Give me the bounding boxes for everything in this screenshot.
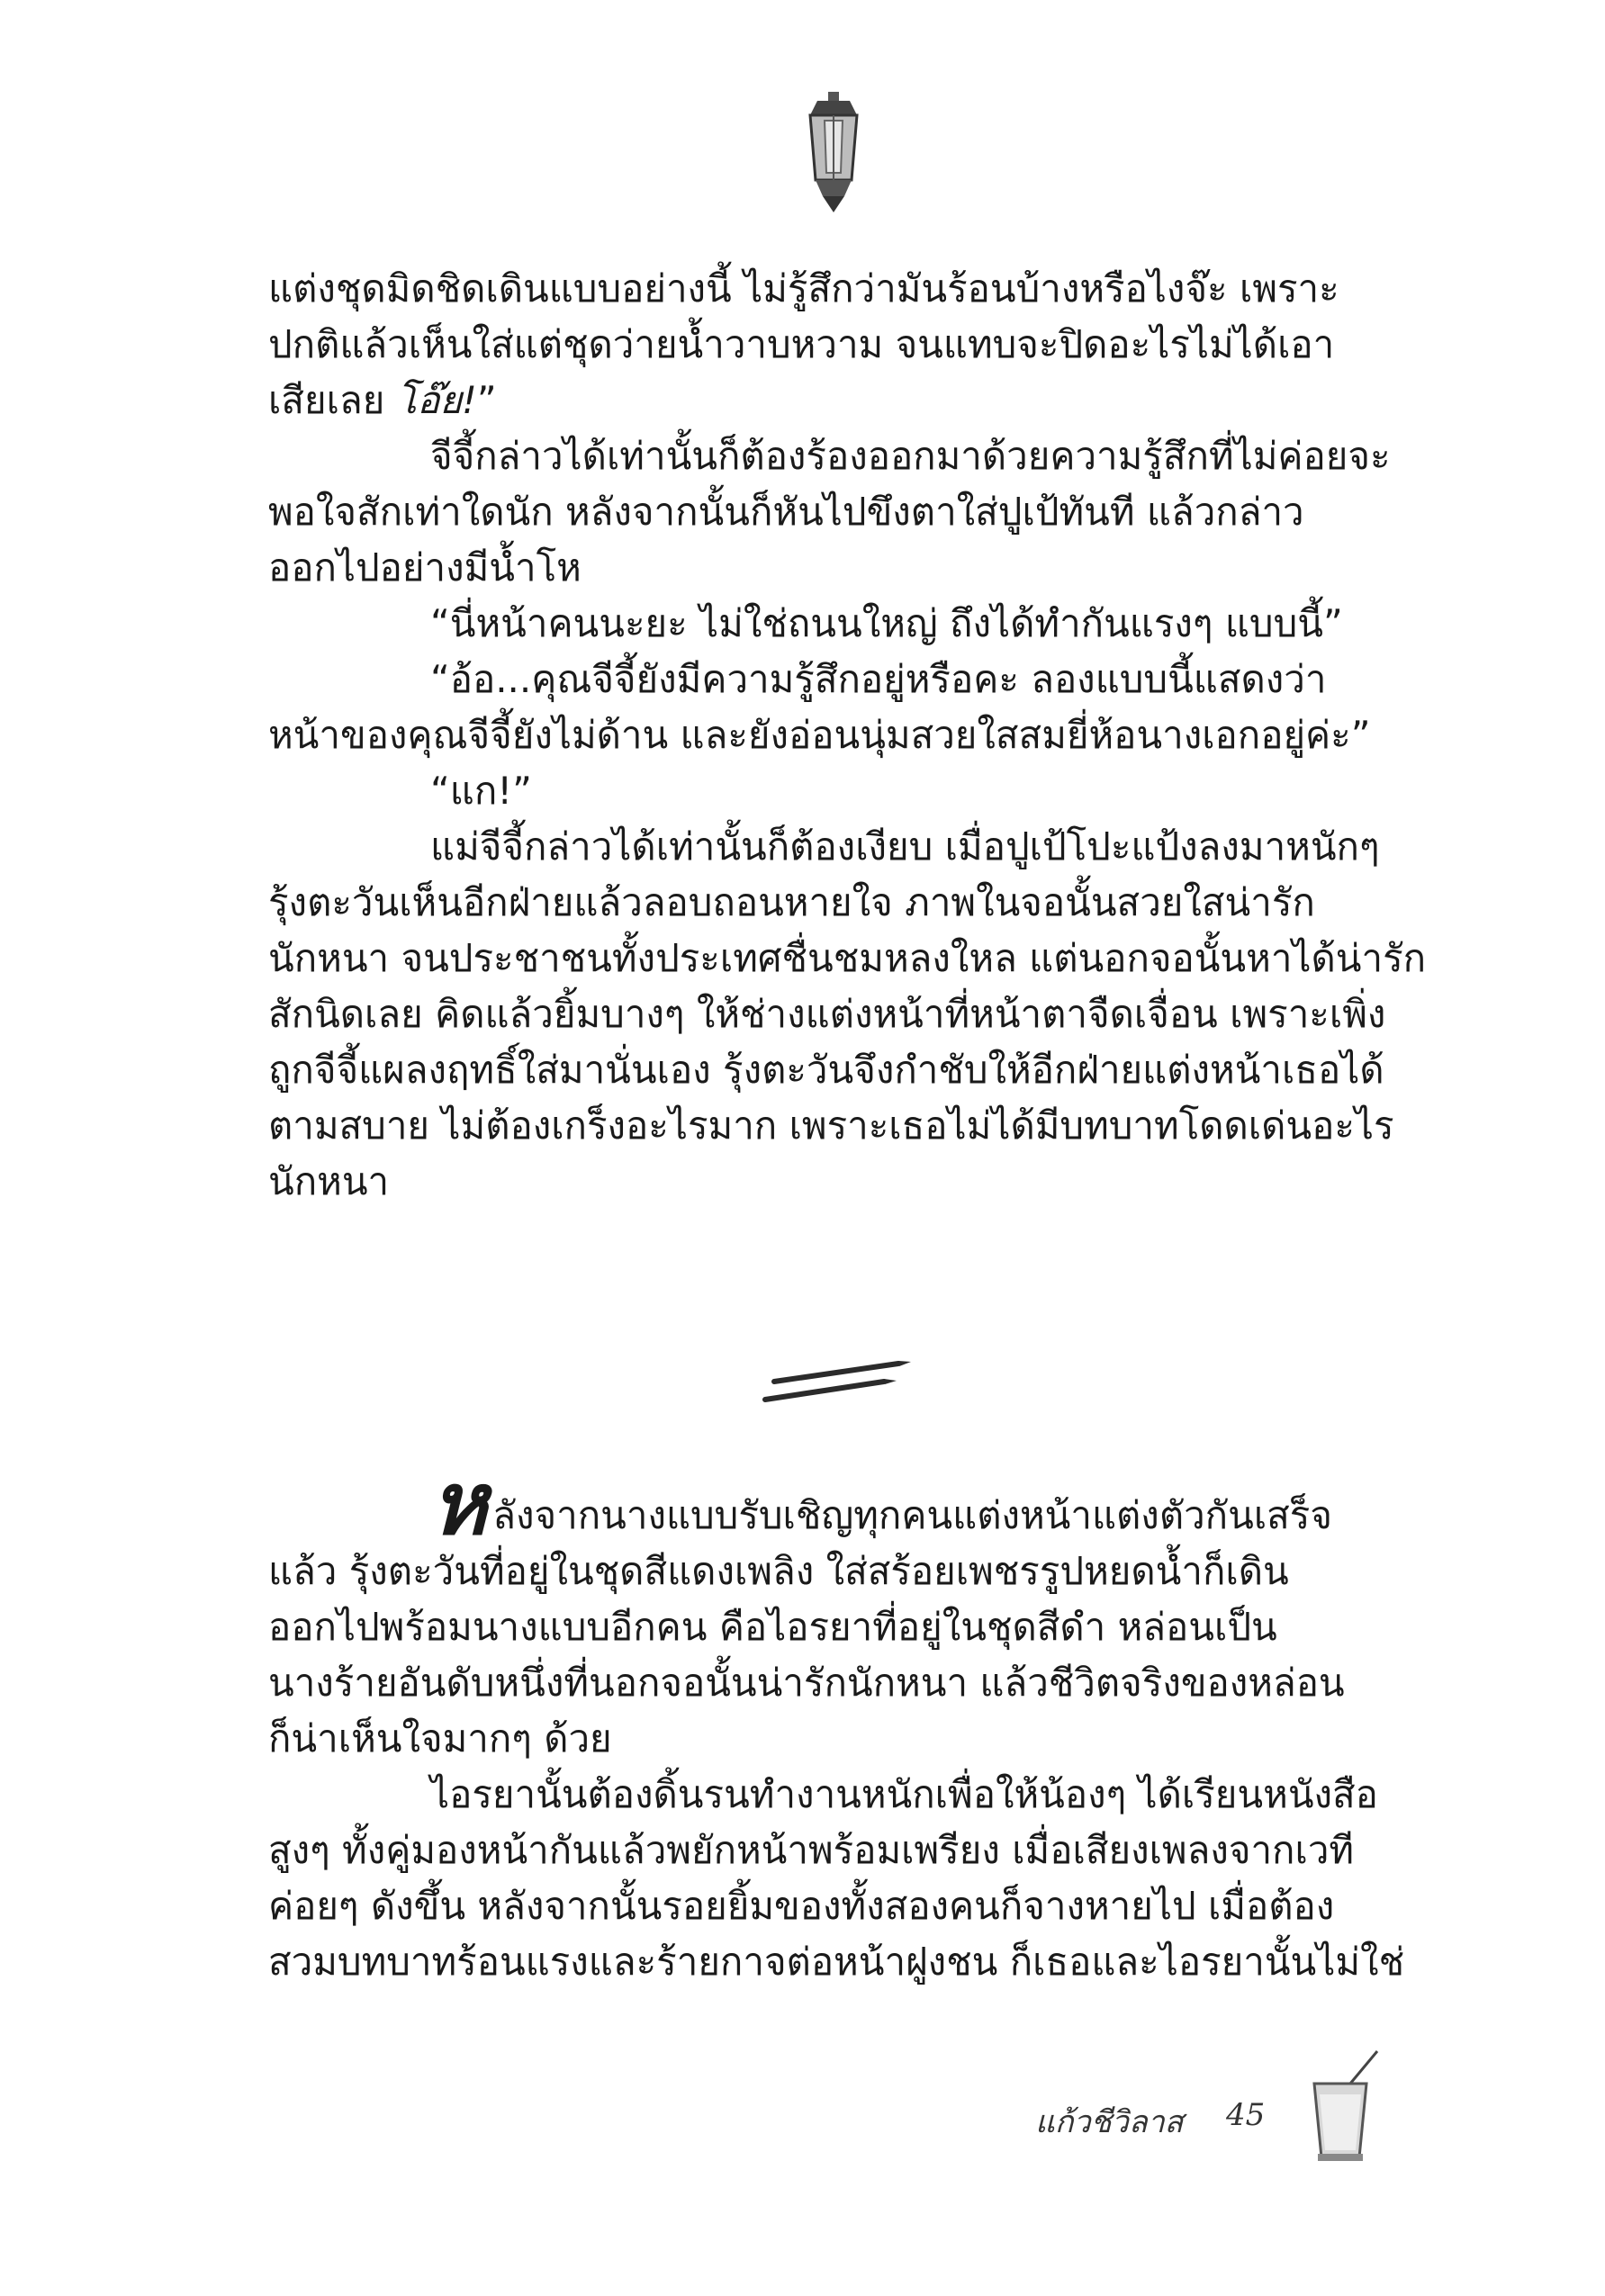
paragraph-line: ถูกจีจี้แผลงฤทธิ์ใส่มานั่นเอง รุ้งตะวันจึงกำชับให้อีกฝ่ายแต่งหน้าเธอได้ — [268, 1048, 1384, 1092]
paragraph-line: จีจี้กล่าวได้เท่านั้นก็ต้องร้องออกมาด้วยความรู้สึกที่ไม่ค่อยจะ — [430, 434, 1391, 478]
paragraph-line — [268, 373, 1393, 428]
paragraph-line: สูงๆ ทั้งคู่มองหน้ากันแล้วพยักหน้าพร้อมเพรียง เมื่อเสียงเพลงจากเวที — [268, 1828, 1355, 1872]
paragraph-line: สักนิดเลย คิดแล้วยิ้มบางๆ ให้ช่างแต่งหน้าที่หน้าตาจืดเจื่อน เพราะเพิ่ง — [268, 992, 1386, 1036]
paragraph-line: แล้ว รุ้งตะวันที่อยู่ในชุดสีแดงเพลิง ใส่สร้อยเพชรรูปหยดน้ำก็เดิน — [268, 1549, 1289, 1593]
paragraph-line: รุ้งตะวันเห็นอีกฝ่ายแล้วลอบถอนหายใจ ภาพในจอนั้นสวยใสน่ารัก — [268, 880, 1315, 924]
page-number: 45 — [1226, 2097, 1266, 2133]
paragraph-line: แม่จีจี้กล่าวได้เท่านั้นก็ต้องเงียบ เมื่อปูเป้โปะแป้งลงมาหนักๆ — [430, 824, 1380, 869]
glass-icon — [1303, 2048, 1384, 2165]
paragraph-line: นักหนา จนประชาชนทั้งประเทศชื่นชมหลงใหล แต่นอกจอนั้นหาได้น่ารัก — [268, 936, 1427, 980]
paragraph-line: พอใจสักเท่าใดนัก หลังจากนั้นก็หันไปขึงตาใส่ปูเป้ทันที แล้วกล่าว — [268, 490, 1304, 534]
paragraph-line: “นี่หน้าคนนะยะ ไม่ใช่ถนนใหญ่ ถึงได้ทำกันแรงๆ แบบนี้” — [430, 601, 1343, 645]
paragraph-line: “แก!” — [430, 769, 532, 813]
paragraph-line: ไอรยานั้นต้องดิ้นรนทำงานหนักเพื่อให้น้องๆ ได้เรียนหนังสือ — [430, 1772, 1378, 1816]
pencils-icon — [756, 1355, 918, 1409]
paragraph-line: ค่อยๆ ดังขึ้น หลังจากนั้นรอยยิ้มของทั้งสองคนก็จางหายไป เมื่อต้อง — [268, 1884, 1335, 1928]
text-block-1 — [268, 261, 1427, 1210]
paragraph-line: ก็น่าเห็นใจมากๆ ด้วย — [268, 1716, 612, 1760]
book-title: แก้วชีวิลาส — [1035, 2104, 1184, 2140]
closing-quote: ” — [476, 378, 497, 422]
paragraph-line: สวมบทบาทร้อนแรงและร้ายกาจต่อหน้าฝูงชน ก็เธอและไอรยานั้นไม่ใช่ — [268, 1940, 1405, 1984]
paragraph-line: นางร้ายอันดับหนึ่งที่นอกจอนั้นน่ารักนักหนา แล้วชีวิตจริงของหล่อน — [268, 1661, 1345, 1705]
text-block-2 — [268, 1453, 1405, 1990]
paragraph-line: หน้าของคุณจีจี้ยังไม่ด้าน และยังอ่อนนุ่มสวยใสสมยี่ห้อนางเอกอยู่ค่ะ” — [268, 713, 1371, 757]
paragraph-line: “อ้อ...คุณจีจี้ยังมีความรู้สึกอยู่หรือคะ ลองแบบนี้แสดงว่า — [430, 657, 1327, 701]
paragraph-line: ออกไปอย่างมีน้ำโห — [268, 545, 582, 590]
emphasized-text: โอ๊ย! — [396, 378, 477, 422]
paragraph-line: นักหนา — [268, 1159, 390, 1203]
paragraph-line: ออกไปพร้อมนางแบบอีกคน คือไอรยาที่อยู่ในชุดสีดำ หล่อนเป็น — [268, 1605, 1277, 1649]
paragraph-line: ตามสบาย ไม่ต้องเกร็งอะไรมาก เพราะเธอไม่ได้มีบทบาทโดดเด่นอะไร — [268, 1103, 1394, 1148]
lantern-icon — [798, 90, 870, 216]
text-run: ลังจากนางแบบรับเชิญทุกคนแต่งหน้าแต่งตัวกันเสร็จ — [492, 1493, 1332, 1537]
paragraph-line — [268, 1453, 1393, 1554]
paragraph-line: ปกติแล้วเห็นใส่แต่ชุดว่ายน้ำวาบหวาม จนแทบจะปิดอะไรไม่ได้เอา — [268, 322, 1335, 366]
paragraph-line: แต่งชุดมิดชิดเดินแบบอย่างนี้ ไม่รู้สึกว่ามันร้อนบ้างหรือไงจ๊ะ เพราะ — [268, 266, 1339, 311]
drop-cap: ห — [430, 1453, 488, 1554]
text-run: เสียเลย — [268, 378, 397, 422]
